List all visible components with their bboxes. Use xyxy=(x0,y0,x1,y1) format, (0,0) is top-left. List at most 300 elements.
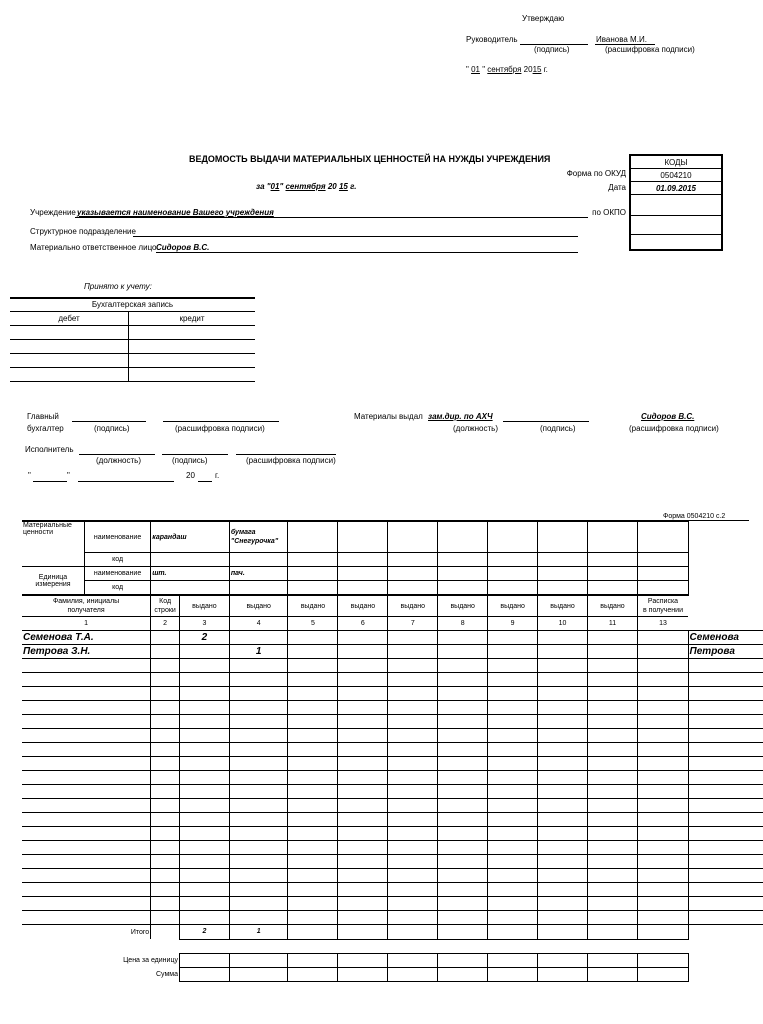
col-number: 5 xyxy=(288,617,338,631)
row-cell xyxy=(288,883,338,897)
row-cell xyxy=(288,715,338,729)
unit-code-cell xyxy=(588,581,638,596)
row-cell xyxy=(538,911,588,925)
okpo-label: по ОКПО xyxy=(592,208,626,217)
col-issued: выдано xyxy=(438,595,488,617)
acct-cell xyxy=(129,368,256,382)
col-number: 2 xyxy=(151,617,180,631)
row-cell xyxy=(388,799,438,813)
row-cell xyxy=(538,673,588,687)
row-cell xyxy=(388,897,438,911)
row-cell xyxy=(288,631,338,645)
approve-date-month: сентября xyxy=(487,65,522,74)
row-cell xyxy=(688,757,763,771)
row-cell xyxy=(229,659,288,673)
table-row xyxy=(22,911,763,925)
total-1: 2 xyxy=(179,925,229,940)
code-cell xyxy=(229,553,288,567)
total-cell xyxy=(338,925,388,940)
unit-cell xyxy=(637,567,688,581)
total-cell xyxy=(438,925,488,940)
unit-code-cell xyxy=(388,581,438,596)
row-cell xyxy=(588,687,638,701)
head-decode-caption: (расшифровка подписи) xyxy=(605,45,695,54)
col-fio-1: Фамилия, инициалы xyxy=(52,598,120,605)
row-cell xyxy=(288,673,338,687)
col-code-2: строки xyxy=(154,607,176,614)
unit-cell xyxy=(588,567,638,581)
col-issued: выдано xyxy=(488,595,538,617)
row-cell xyxy=(588,841,638,855)
okud-label: Форма по ОКУД xyxy=(566,169,626,178)
code-cell xyxy=(338,553,388,567)
acct-cell xyxy=(129,354,256,368)
row-cell xyxy=(288,897,338,911)
chief-decode-caption: (расшифровка подписи) xyxy=(175,424,265,433)
row-cell xyxy=(229,771,288,785)
code-cell-6 xyxy=(630,235,722,251)
row-cell xyxy=(388,757,438,771)
approve-date-close: " xyxy=(482,65,486,74)
price-spacer xyxy=(688,953,763,967)
unit-code-cell xyxy=(229,581,288,596)
row-cell xyxy=(179,897,229,911)
sum-cell xyxy=(588,967,638,981)
row-cell xyxy=(488,673,538,687)
col-number: 6 xyxy=(338,617,388,631)
row-cell xyxy=(588,743,638,757)
name-cell xyxy=(438,522,488,553)
row-cell xyxy=(22,911,151,925)
row-cell xyxy=(151,911,180,925)
row-cell xyxy=(179,687,229,701)
row-cell xyxy=(637,883,688,897)
table-row xyxy=(22,659,763,673)
row-cell xyxy=(538,799,588,813)
row-cell xyxy=(22,785,151,799)
approve-title: Утверждаю xyxy=(522,14,565,23)
row-cell xyxy=(288,757,338,771)
table-row xyxy=(22,785,763,799)
issued-sign-line xyxy=(503,421,589,422)
accounting-table xyxy=(10,298,255,382)
name-cell xyxy=(488,522,538,553)
row-cell xyxy=(488,715,538,729)
sum-cell xyxy=(488,967,538,981)
row-cell xyxy=(229,827,288,841)
approve-date-year: 15 xyxy=(532,65,542,74)
row-cell xyxy=(438,827,488,841)
price-cell xyxy=(388,953,438,967)
okpo-value xyxy=(630,195,722,216)
price-cell xyxy=(338,953,388,967)
row-cell xyxy=(637,715,688,729)
row-cell xyxy=(488,687,538,701)
row-cell xyxy=(288,659,338,673)
receipt-header-spacer xyxy=(688,522,763,596)
chief-sign-caption: (подпись) xyxy=(94,424,130,433)
row-cell xyxy=(151,813,180,827)
row-cell xyxy=(688,799,763,813)
row-cell xyxy=(588,799,638,813)
executor-position-caption: (должность) xyxy=(96,456,141,465)
row-cell xyxy=(229,673,288,687)
row-cell xyxy=(229,799,288,813)
row-cell xyxy=(388,715,438,729)
price-cell xyxy=(229,953,288,967)
row-cell xyxy=(388,911,438,925)
recipient-name: Семенова Т.А. xyxy=(22,631,151,645)
unit-cell xyxy=(388,567,438,581)
row-cell xyxy=(438,841,488,855)
row-cell xyxy=(488,799,538,813)
chief-sign-line xyxy=(72,421,146,422)
row-cell xyxy=(288,799,338,813)
row-cell xyxy=(538,869,588,883)
row-code-cell xyxy=(151,645,180,659)
row-cell xyxy=(151,715,180,729)
row-cell xyxy=(488,631,538,645)
row-cell xyxy=(488,813,538,827)
material-2-name-2: "Снегурочка" xyxy=(230,538,279,545)
total-cell xyxy=(588,925,638,940)
foot-gap xyxy=(179,939,688,953)
row-cell xyxy=(637,729,688,743)
row-cell xyxy=(588,785,638,799)
row-cell xyxy=(488,911,538,925)
approve-date-day: 01 xyxy=(471,65,480,74)
col-fio xyxy=(22,595,151,617)
accepted-label: Принято к учету: xyxy=(84,282,152,291)
row-cell xyxy=(538,729,588,743)
row-cell xyxy=(688,883,763,897)
row-cell xyxy=(179,911,229,925)
col-number: 8 xyxy=(438,617,488,631)
name-cell xyxy=(637,522,688,553)
issued-name: Сидоров В.С. xyxy=(641,412,695,421)
approve-date-open: " xyxy=(466,65,469,74)
issued-position: зам.дир. по АХЧ xyxy=(428,412,493,421)
sum-cell xyxy=(179,967,229,981)
row-cell xyxy=(151,799,180,813)
row-cell xyxy=(637,743,688,757)
foot-spacer xyxy=(22,939,179,953)
row-cell xyxy=(22,799,151,813)
row-cell xyxy=(637,659,688,673)
row-cell xyxy=(688,827,763,841)
row-cell xyxy=(538,771,588,785)
row-cell xyxy=(388,729,438,743)
code-cell xyxy=(637,553,688,567)
row-cell xyxy=(637,785,688,799)
row-cell xyxy=(588,701,638,715)
code-cell xyxy=(438,553,488,567)
period-suffix: г. xyxy=(350,182,357,191)
row-cell xyxy=(229,897,288,911)
col-number: 7 xyxy=(388,617,438,631)
row-cell xyxy=(438,715,488,729)
executor-label: Исполнитель xyxy=(25,445,74,454)
row-code-cell xyxy=(151,631,180,645)
row-cell xyxy=(151,659,180,673)
row-cell xyxy=(338,673,388,687)
row-cell xyxy=(338,701,388,715)
table-row xyxy=(22,743,763,757)
date-label: Дата xyxy=(608,183,626,192)
row-cell xyxy=(538,659,588,673)
row-cell xyxy=(22,897,151,911)
table-row xyxy=(22,729,763,743)
row-cell xyxy=(688,911,763,925)
row-cell xyxy=(688,855,763,869)
institution-line xyxy=(75,217,588,218)
row-cell xyxy=(22,771,151,785)
mol-label: Материально ответственное лицо xyxy=(30,243,157,252)
col-issued: выдано xyxy=(179,595,229,617)
codes-box xyxy=(629,154,723,251)
material-1-name: карандаш xyxy=(151,522,230,553)
materials-label xyxy=(22,522,84,567)
accounting-entry: Бухгалтерская запись xyxy=(10,298,255,312)
row-cell xyxy=(22,701,151,715)
row-cell xyxy=(438,743,488,757)
row-cell xyxy=(151,785,180,799)
table-row xyxy=(22,701,763,715)
head-label: Руководитель xyxy=(466,35,518,44)
period-day: 01 xyxy=(270,182,280,191)
row-cell xyxy=(338,897,388,911)
row-cell xyxy=(229,883,288,897)
row-cell xyxy=(538,645,588,659)
name-cell xyxy=(338,522,388,553)
exec-date-suffix: г. xyxy=(215,471,220,480)
mol-value: Сидоров В.С. xyxy=(156,243,210,252)
exec-date-open: " xyxy=(28,471,31,480)
row-cell xyxy=(229,813,288,827)
row-cell xyxy=(338,869,388,883)
row-cell xyxy=(388,813,438,827)
code-cell xyxy=(151,553,230,567)
row-cell xyxy=(229,869,288,883)
row-cell xyxy=(288,785,338,799)
okud-value: 0504210 xyxy=(630,169,722,182)
row-cell xyxy=(588,659,638,673)
sum-label: Сумма xyxy=(155,970,178,978)
foot-gap-right xyxy=(688,939,763,953)
unit-code-cell xyxy=(438,581,488,596)
table-row xyxy=(22,883,763,897)
row-cell xyxy=(338,771,388,785)
name-label: наименование xyxy=(84,522,150,553)
row-cell xyxy=(588,869,638,883)
sum-cell xyxy=(388,967,438,981)
row-cell xyxy=(538,855,588,869)
row-cell xyxy=(338,911,388,925)
row-cell xyxy=(637,771,688,785)
col-number: 11 xyxy=(588,617,638,631)
row-cell xyxy=(438,799,488,813)
row-cell xyxy=(229,743,288,757)
row-cell xyxy=(338,883,388,897)
code-cell xyxy=(588,553,638,567)
sum-spacer xyxy=(688,967,763,981)
row-cell xyxy=(438,687,488,701)
row-cell xyxy=(151,757,180,771)
exec-date-month-line xyxy=(78,481,174,482)
row-cell xyxy=(229,855,288,869)
row-cell xyxy=(588,827,638,841)
head-name: Иванова М.И. xyxy=(596,35,647,44)
row-cell xyxy=(637,841,688,855)
code-cell xyxy=(538,553,588,567)
col-number: 4 xyxy=(229,617,288,631)
name-cell xyxy=(388,522,438,553)
row-cell xyxy=(288,813,338,827)
row-cell xyxy=(388,631,438,645)
row-cell xyxy=(488,757,538,771)
period-line xyxy=(256,183,357,191)
unit-label xyxy=(22,567,84,596)
unit-name-label: наименование xyxy=(84,567,150,581)
row-cell xyxy=(588,897,638,911)
row-cell xyxy=(688,729,763,743)
row-cell xyxy=(588,645,638,659)
recipient-receipt: Семенова xyxy=(688,631,763,645)
row-cell xyxy=(688,673,763,687)
row-cell xyxy=(438,645,488,659)
acct-cell xyxy=(10,326,129,340)
unit-cell xyxy=(338,567,388,581)
row-cell xyxy=(338,631,388,645)
total-2: 1 xyxy=(229,925,288,940)
row-cell xyxy=(688,841,763,855)
row-cell xyxy=(229,757,288,771)
table-row xyxy=(22,827,763,841)
table-row xyxy=(22,715,763,729)
row-cell xyxy=(637,813,688,827)
row-cell xyxy=(338,659,388,673)
row-cell xyxy=(151,897,180,911)
row-cell xyxy=(229,701,288,715)
row-cell xyxy=(488,729,538,743)
col-issued: выдано xyxy=(288,595,338,617)
price-cell xyxy=(637,953,688,967)
row-cell xyxy=(637,799,688,813)
acct-cell xyxy=(10,368,129,382)
row-cell xyxy=(338,757,388,771)
row-cell xyxy=(688,813,763,827)
row-cell xyxy=(688,897,763,911)
acct-cell xyxy=(129,340,256,354)
name-cell xyxy=(538,522,588,553)
row-cell xyxy=(637,827,688,841)
row-cell xyxy=(338,645,388,659)
row-cell xyxy=(538,897,588,911)
row-cell xyxy=(151,701,180,715)
row-qty-2 xyxy=(229,631,288,645)
unit-cell xyxy=(488,567,538,581)
row-cell xyxy=(438,883,488,897)
row-cell xyxy=(179,743,229,757)
subdivision-line xyxy=(133,236,578,237)
row-cell xyxy=(637,673,688,687)
name-cell xyxy=(288,522,338,553)
row-cell xyxy=(438,659,488,673)
row-cell xyxy=(637,911,688,925)
row-cell xyxy=(22,715,151,729)
row-cell xyxy=(488,659,538,673)
row-cell xyxy=(288,911,338,925)
row-cell xyxy=(151,673,180,687)
row-cell xyxy=(229,715,288,729)
total-cell xyxy=(488,925,538,940)
table-row xyxy=(22,841,763,855)
row-cell xyxy=(288,645,338,659)
material-2-name xyxy=(229,522,288,553)
row-cell xyxy=(151,827,180,841)
row-cell xyxy=(438,729,488,743)
row-cell xyxy=(229,785,288,799)
row-cell xyxy=(538,715,588,729)
row-cell xyxy=(22,883,151,897)
row-cell xyxy=(438,813,488,827)
row-cell xyxy=(438,771,488,785)
executor-decode-line xyxy=(236,454,336,455)
exec-date-day-line xyxy=(33,481,67,482)
row-cell xyxy=(488,869,538,883)
row-cell xyxy=(488,841,538,855)
row-cell xyxy=(338,729,388,743)
row-cell xyxy=(179,813,229,827)
row-cell xyxy=(538,813,588,827)
row-cell xyxy=(288,729,338,743)
row-cell xyxy=(288,687,338,701)
row-cell xyxy=(151,687,180,701)
row-cell xyxy=(288,841,338,855)
exec-date-year-line xyxy=(198,481,212,482)
materials-grid xyxy=(22,521,763,982)
col-number: 13 xyxy=(637,617,688,631)
total-cell xyxy=(288,925,338,940)
chief-label-2: бухгалтер xyxy=(27,424,64,433)
col-issued: выдано xyxy=(588,595,638,617)
row-cell xyxy=(688,785,763,799)
row-cell xyxy=(488,743,538,757)
row-cell xyxy=(22,813,151,827)
table-row xyxy=(22,673,763,687)
col-issued: выдано xyxy=(538,595,588,617)
row-cell xyxy=(179,757,229,771)
row-cell xyxy=(151,771,180,785)
material-1-unit: шт. xyxy=(151,567,230,581)
row-cell xyxy=(151,855,180,869)
row-cell xyxy=(438,701,488,715)
row-cell xyxy=(588,883,638,897)
row-cell xyxy=(438,631,488,645)
total-code-cell xyxy=(151,925,180,940)
row-cell xyxy=(388,771,438,785)
row-cell xyxy=(488,827,538,841)
row-cell xyxy=(637,855,688,869)
row-cell xyxy=(22,827,151,841)
debit-header: дебет xyxy=(10,312,129,326)
row-cell xyxy=(151,841,180,855)
institution-value: указывается наименование Вашего учреждения xyxy=(77,208,274,217)
row-cell xyxy=(229,687,288,701)
unit-code-label: код xyxy=(84,581,150,596)
row-cell xyxy=(22,673,151,687)
row-qty-1: 2 xyxy=(179,631,229,645)
